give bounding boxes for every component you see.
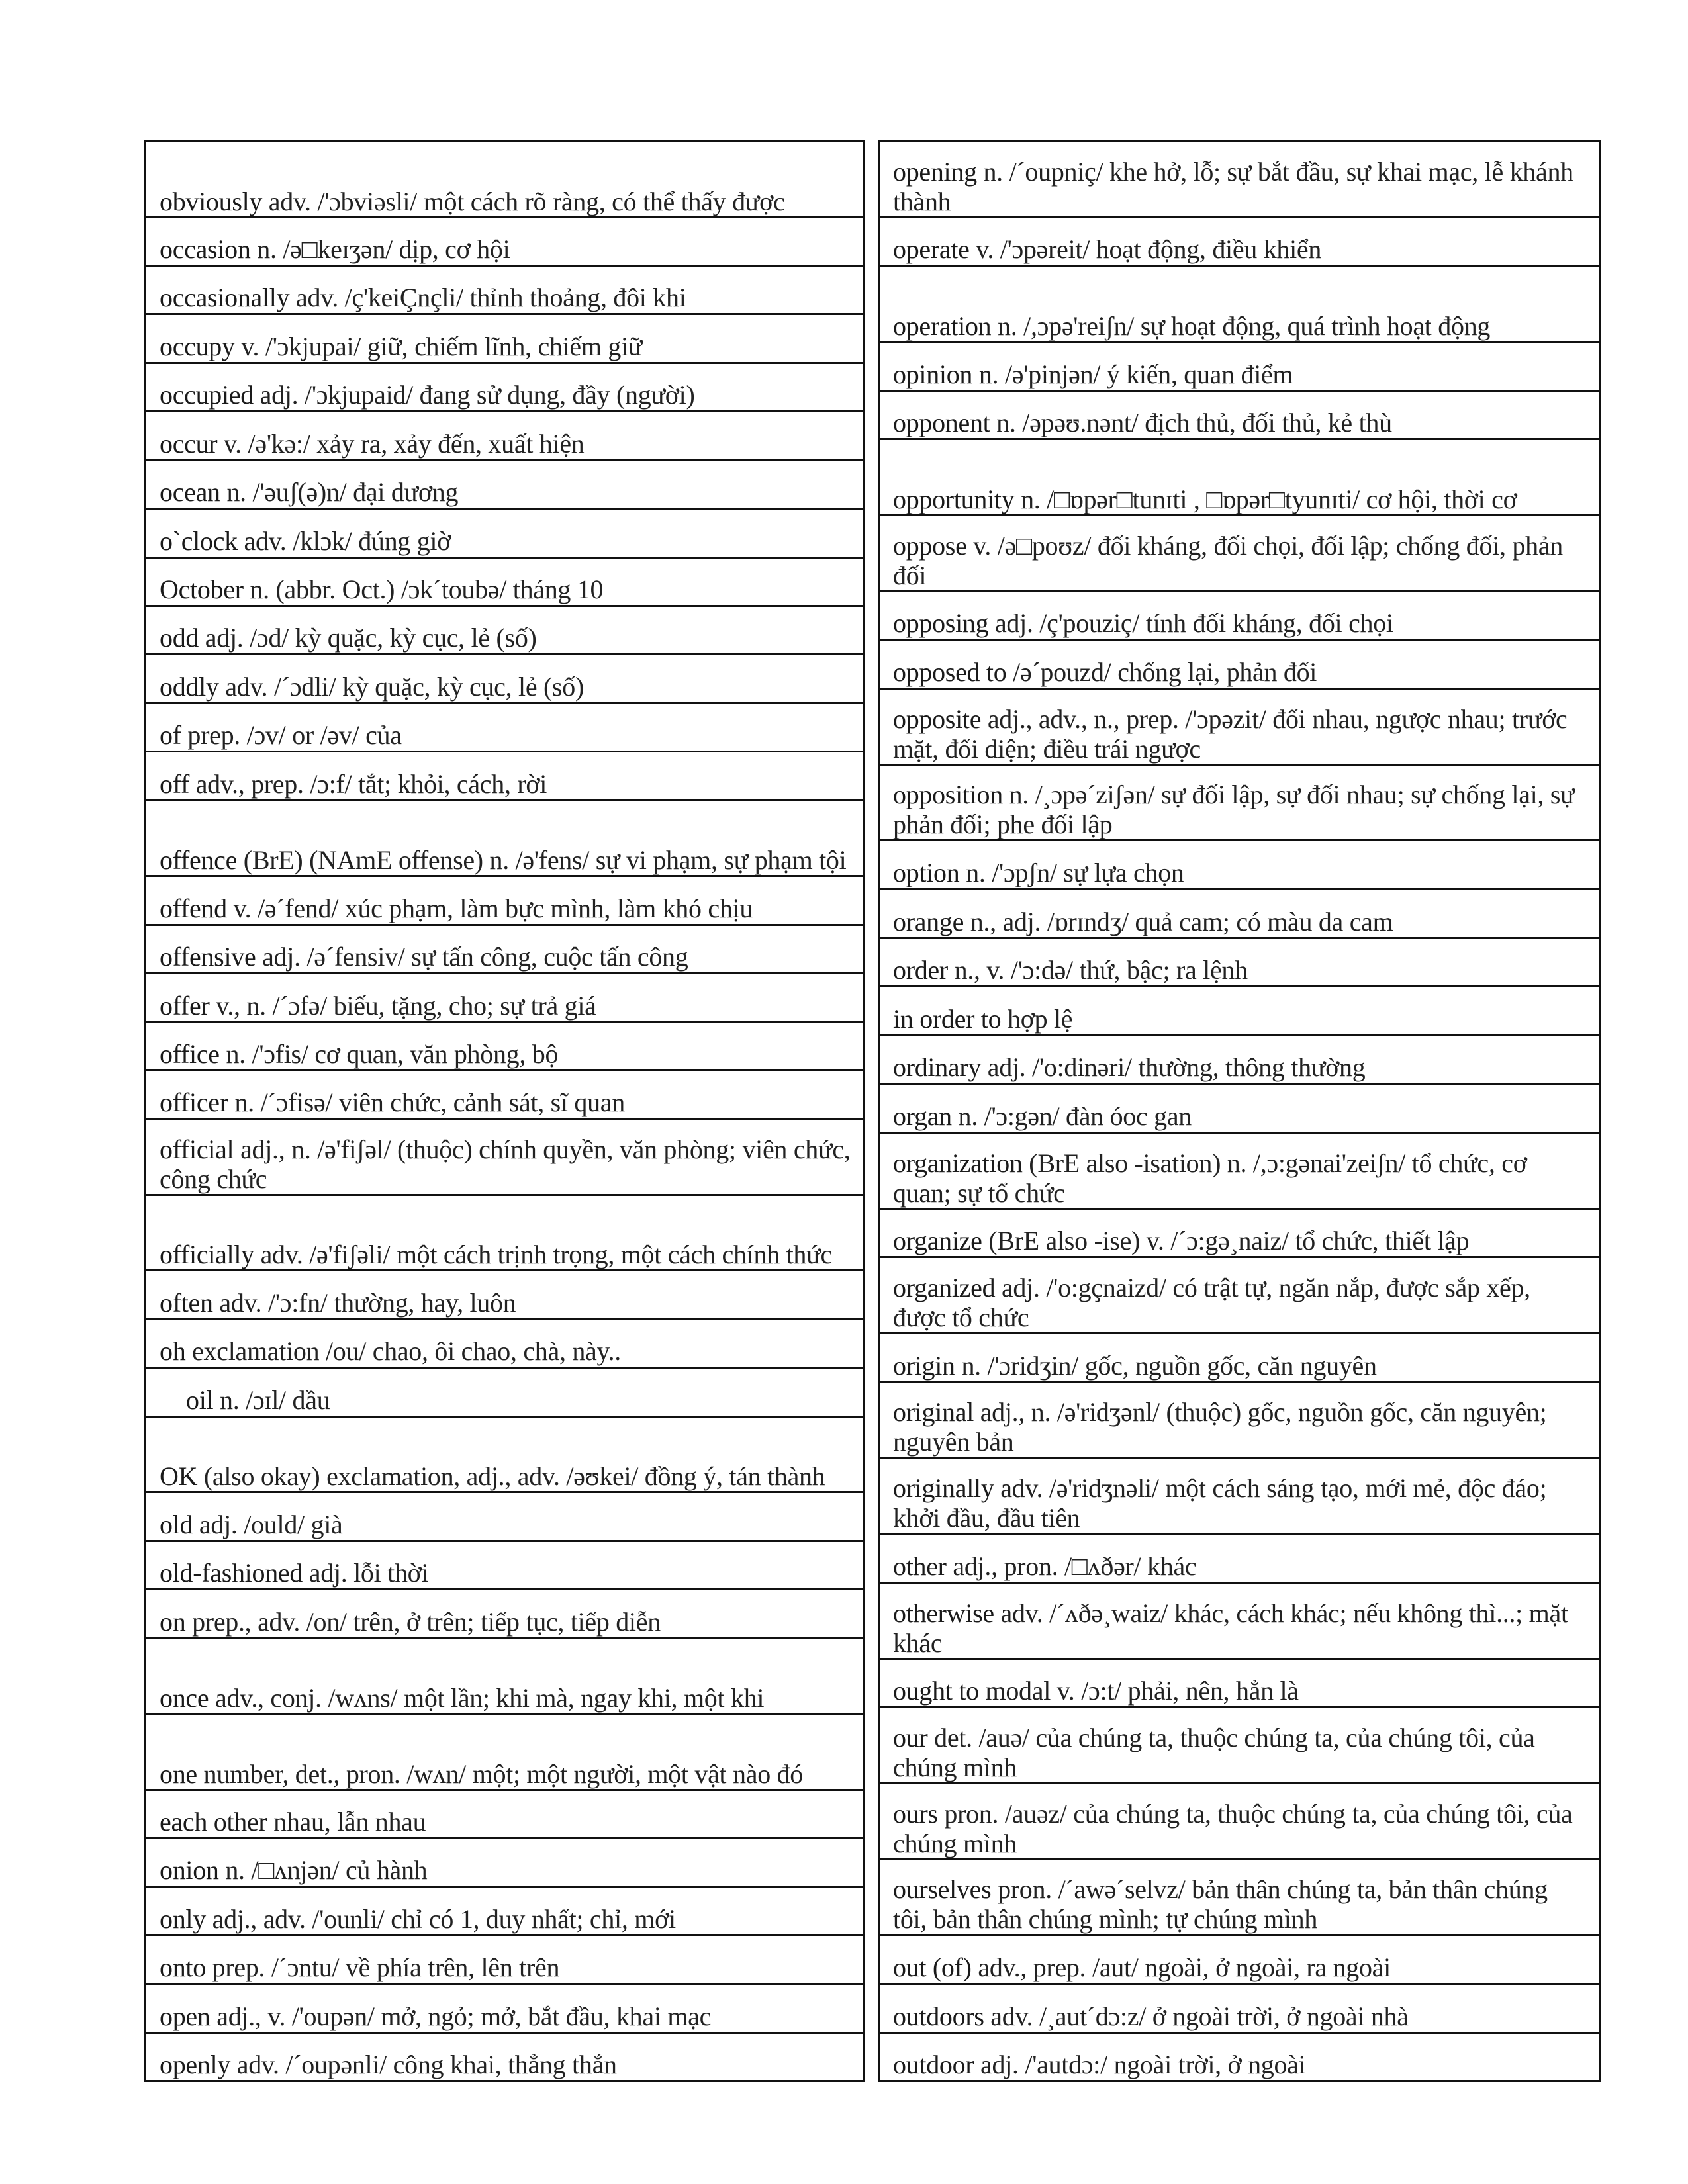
headword: often (160, 1287, 213, 1318)
definition: n., adj. /ɒrɪndʒ/ quả cam; có màu da cam (964, 906, 1393, 936)
headword: order (893, 955, 948, 985)
vocab-entry (146, 1789, 863, 1837)
vocab-entry (146, 1416, 863, 1492)
definition: adv. /klɔk/ đúng giờ (237, 525, 451, 556)
definition: pron. /´awə´selvz/ bản thân chúng ta, bản thân chúng tôi, bản thân chúng mình; tự chúng mình (893, 1874, 1548, 1934)
vocab-entry (146, 799, 863, 876)
definition: v. /ə□poʊz/ đối kháng, đối chọi, đối lập; chống đối, phản đối (893, 530, 1563, 590)
headword: organization (893, 1148, 1023, 1178)
entry-text (160, 282, 851, 313)
vocab-entry (146, 410, 863, 459)
vocab-entry (146, 1367, 863, 1415)
entry-text (160, 1952, 851, 1983)
definition: n. (abbr. Oct.) /ɔk´toubə/ tháng 10 (243, 574, 604, 604)
entry-text (160, 941, 851, 972)
headword: obviously (160, 186, 263, 216)
vocab-entry (880, 590, 1599, 639)
definition: adj. /ə´fensiv/ sự tấn công, cuộc tấn công (256, 942, 688, 972)
vocab-entry (146, 1194, 863, 1270)
vocab-entry (146, 875, 863, 923)
entry-text (893, 954, 1587, 985)
entry-text (160, 525, 851, 557)
vocab-entry (880, 2032, 1599, 2081)
definition: n. /'ɔ:gən/ đàn óoc gan (951, 1101, 1192, 1132)
definition: n. /´oupniç/ khe hở, lỗ; sự bắt đầu, sự khai mạc, lễ khánh thành (893, 156, 1573, 216)
headword: occupy (160, 331, 235, 361)
definition: adj., adv. /'ounli/ chỉ có 1, duy nhất; chỉ, mới (205, 1903, 676, 1934)
entry-text (893, 704, 1587, 764)
headword: outdoor (893, 2050, 974, 2080)
entry-text (893, 1003, 1587, 1034)
entry-text (893, 407, 1587, 438)
definition: (BrE also -isation) n. /,ɔ:gənai'zeiʃn/ tổ chức, cơ quan; sự tổ chức (893, 1148, 1527, 1208)
definition: prep. /ɔv/ or /əv/ của (181, 720, 402, 751)
vocab-entry (880, 514, 1599, 590)
vocab-entry (146, 557, 863, 605)
entry-text (160, 477, 851, 508)
entry-text (893, 1473, 1587, 1533)
entry-text (893, 2001, 1587, 2032)
definition: /ə´pouzd/ chống lại, phản đối (1006, 657, 1317, 687)
entry-text (160, 719, 851, 751)
vocab-entry (146, 751, 863, 799)
definition: adj., pron. /□ʌðər/ khác (946, 1551, 1197, 1581)
vocab-entry (880, 1256, 1599, 1332)
entry-text (160, 1557, 851, 1588)
headword: option (893, 858, 960, 888)
vocab-entry (146, 1491, 863, 1539)
headword: occasion (160, 234, 251, 264)
definition: adv. /´ɔdli/ kỳ quặc, kỳ cục, lẻ (số) (218, 671, 584, 702)
entry-text (893, 1397, 1587, 1457)
vocab-entry (146, 313, 863, 361)
vocab-entry (146, 216, 863, 265)
vocab-entry (146, 1269, 863, 1318)
headword: our (893, 1722, 928, 1752)
headword: onion (160, 1855, 219, 1886)
vocab-entry (880, 1782, 1599, 1858)
vocab-entry (880, 764, 1599, 840)
headword: occasionally (160, 283, 290, 313)
headword: opposed to (893, 657, 1007, 687)
definition: (BrE also -ise) v. /´ɔ:gə¸naiz/ tổ chức, thiết lập (982, 1226, 1470, 1256)
headword: of (160, 720, 181, 751)
headword: o`clock (160, 525, 238, 556)
entry-text (893, 311, 1587, 341)
definition: n. /□ɒpər□tunɪti , □ɒpər□tyunɪti/ cơ hội, thời cơ (1014, 484, 1517, 515)
entry-text (160, 234, 851, 265)
definition: prep. /´ɔntu/ về phía trên, lên trên (205, 1952, 560, 1983)
entry-text (893, 1148, 1587, 1208)
headword: oh (160, 1336, 186, 1367)
headword: October (160, 574, 244, 604)
entry-text (160, 428, 851, 459)
definition: n. /□ʌnjən/ củ hành (218, 1855, 428, 1886)
vocab-entry (880, 1858, 1599, 1934)
definition: adj. /ç'pouziç/ tính đối kháng, đối chọi (988, 608, 1393, 639)
vocab-entry (880, 1381, 1599, 1457)
entry-text (160, 1240, 851, 1269)
definition: adj. /'o:gçnaizd/ có trật tự, ngăn nắp, được sắp xếp, được tổ chức (893, 1273, 1530, 1333)
headword: off (160, 768, 190, 799)
entry-text (893, 1350, 1587, 1381)
vocab-entry (880, 216, 1599, 265)
entry-text (160, 1903, 851, 1934)
headword: other (893, 1551, 947, 1581)
definition: v. /ə'kə:/ xảy ra, xảy đến, xuất hiện (217, 428, 585, 459)
definition: adv., conj. /wʌns/ một lần; khi mà, ngay khi, một khi (209, 1683, 765, 1713)
entry-text (893, 608, 1587, 639)
vocab-entry (880, 1706, 1599, 1782)
entry-text (160, 990, 851, 1021)
definition: adv. /'ɔ:fn/ thường, hay, luôn (212, 1287, 516, 1318)
vocab-entry (880, 390, 1599, 439)
entry-text (160, 1336, 851, 1367)
headword: officially (160, 1240, 254, 1270)
headword: offensive (160, 942, 256, 972)
entry-text (893, 1952, 1587, 1983)
vocab-entry (880, 1533, 1599, 1582)
vocab-entry (880, 1083, 1599, 1132)
definition: adv. /¸aut´dɔ:z/ ở ngoài trời, ở ngoài nhà (984, 2001, 1409, 2031)
headword: once (160, 1683, 209, 1713)
definition: n. /'əuʃ(ə)n/ đại dương (220, 477, 459, 508)
headword: operation (893, 311, 992, 341)
entry-text (160, 187, 851, 216)
entry-text (893, 484, 1587, 514)
entry-text (160, 1683, 851, 1713)
definition: nhau, lẫn nhau (267, 1807, 426, 1837)
definition: modal v. /ɔ:t/ phải, nên, hẳn là (978, 1676, 1299, 1706)
headword: old-fashioned (160, 1558, 303, 1588)
vocab-entry (880, 438, 1599, 514)
entry-text (160, 1854, 851, 1886)
entry-text (893, 657, 1587, 688)
headword: old (160, 1509, 193, 1539)
vocab-entry (146, 1069, 863, 1118)
definition: adj. lỗi thời (303, 1558, 429, 1588)
headword: odd (160, 623, 199, 653)
vocab-entry (146, 1934, 863, 1983)
definition: v., n. /´ɔfə/ biếu, tặng, cho; sự trả giá (209, 990, 596, 1021)
definition: adv. /ə'ridʒnəli/ một cách sáng tạo, mới mẻ, độc đáo; khởi đầu, đầu tiên (893, 1473, 1547, 1533)
entry-text (160, 768, 851, 799)
entry-text (160, 1087, 851, 1118)
definition: adv., prep. /ɔ:f/ tắt; khỏi, cách, rời (189, 768, 547, 799)
entry-text (893, 1101, 1587, 1132)
entry-text (893, 234, 1587, 265)
vocab-entry (880, 1332, 1599, 1381)
entry-text (160, 845, 851, 875)
definition: adv. /ç'keiÇnçli/ thỉnh thoảng, đôi khi (289, 283, 686, 313)
definition: n., v. /'ɔ:də/ thứ, bậc; ra lệnh (947, 955, 1248, 985)
entry-text (893, 1675, 1587, 1706)
entry-text (160, 2049, 851, 2080)
entry-text (160, 1038, 851, 1069)
right-column (878, 140, 1601, 2082)
entry-text (160, 1509, 851, 1540)
entry-text (893, 1874, 1587, 1934)
vocab-entry (880, 937, 1599, 986)
entry-text (893, 1052, 1587, 1083)
definition: adj., adv., n., prep. /'ɔpəzit/ đối nhau, ngược nhau; trước mặt, đối diện; điều trái ngược (893, 704, 1568, 764)
headword: opportunity (893, 484, 1015, 515)
definition: n. /´ɔfisə/ viên chức, cảnh sát, sĩ quan (228, 1087, 625, 1118)
vocab-entry (880, 1457, 1599, 1533)
definition: exclamation /ou/ chao, ôi chao, chà, này.. (185, 1336, 621, 1367)
definition: v. /'ɔpəreit/ hoạt động, điều khiển (969, 234, 1322, 265)
vocab-entry (880, 1208, 1599, 1257)
entry-text (893, 2049, 1587, 2080)
definition: adj. /'ɔkjupaid/ đang sử dụng, đầy (người) (253, 380, 695, 410)
headword: orange (893, 906, 964, 936)
definition: n. /ə□keɪʒən/ dịp, cơ hội (250, 234, 510, 264)
entry-text (893, 906, 1587, 937)
vocab-entry (146, 702, 863, 751)
left-column (144, 140, 865, 2082)
vocab-entry (146, 1886, 863, 1934)
entry-text (160, 1806, 851, 1837)
entry-text (893, 1799, 1587, 1858)
vocab-entry (880, 1983, 1599, 2032)
definition: prep., adv. /on/ trên, ở trên; tiếp tục, tiếp diễn (185, 1606, 661, 1637)
definition: pron. /auəz/ của chúng ta, thuộc chúng ta, của chúng tôi, của chúng mình (893, 1798, 1573, 1858)
definition: hợp lệ (1001, 1003, 1073, 1034)
headword: ordinary (893, 1052, 982, 1083)
vocab-entry (146, 1713, 863, 1789)
entry-text (893, 359, 1587, 390)
headword: ocean (160, 477, 220, 508)
entry-text (893, 157, 1587, 216)
definition: adv. /ə'fiʃəli/ một cách trịnh trọng, một cách chính thức (254, 1240, 832, 1270)
definition: adv., prep. /aut/ ngoài, ở ngoài, ra ngoài (971, 1952, 1391, 1982)
definition: adv. /´oupənli/ công khai, thẳng thắn (230, 2050, 617, 2080)
entry-text (160, 1385, 851, 1416)
entry-text (893, 531, 1587, 590)
headword: opponent (893, 408, 990, 438)
definition: (also okay) exclamation, adj., adv. /əʊkei/ đồng ý, tán thành (197, 1461, 825, 1492)
headword: originally (893, 1473, 994, 1504)
entry-text (160, 2001, 851, 2032)
vocab-entry (880, 985, 1599, 1034)
headword: only (160, 1903, 206, 1934)
definition: adj. /'autdɔ:/ ngoài trời, ở ngoài (974, 2050, 1306, 2080)
entry-text (160, 622, 851, 653)
vocab-entry (880, 639, 1599, 688)
vocab-entry (880, 888, 1599, 937)
definition: n. /əpəʊ.nənt/ địch thủ, đối thủ, kẻ thù (990, 408, 1392, 438)
vocab-entry (880, 265, 1599, 341)
vocab-entry (146, 508, 863, 556)
definition: v. /ə´fend/ xúc phạm, làm bực mình, làm khó chịu (226, 893, 753, 923)
headword: openly (160, 2050, 231, 2080)
definition: adv. /'ɔbviəsli/ một cách rõ ràng, có thể thấy được (262, 186, 785, 216)
vocab-entry (880, 1934, 1599, 1983)
definition: v. /'ɔkjupai/ giữ, chiếm lĩnh, chiếm giữ (234, 331, 643, 361)
headword: officer (160, 1087, 228, 1118)
headword: out (of) (893, 1952, 972, 1982)
headword: official (160, 1134, 234, 1164)
vocab-entry (146, 924, 863, 972)
headword: office (160, 1039, 220, 1069)
headword: opposing (893, 608, 989, 639)
entry-text (160, 893, 851, 924)
definition: n. /¸ɔpə´ziʃən/ sự đối lập, sự đối nhau; sự chống lại, sự phản đối; phe đối lập (893, 780, 1575, 840)
entry-text (160, 1759, 851, 1789)
vocab-entry (880, 142, 1599, 216)
headword: otherwise (893, 1598, 994, 1628)
headword: ought to (893, 1676, 979, 1706)
headword: oppose (893, 530, 967, 561)
entry-text (893, 1273, 1587, 1332)
definition: det. /auə/ của chúng ta, thuộc chúng ta, của chúng tôi, của chúng mình (893, 1722, 1535, 1782)
definition: n. /,ɔpə'reiʃn/ sự hoạt động, quá trình hoạt động (991, 311, 1491, 341)
definition: adj. /'o:dinəri/ thường, thông thường (981, 1052, 1366, 1083)
vocab-entry (880, 1034, 1599, 1083)
headword: offend (160, 893, 227, 923)
vocab-entry (146, 605, 863, 653)
headword: ourselves (893, 1874, 992, 1905)
definition: adv. /´ʌðə¸waiz/ khác, cách khác; nếu không thì...; mặt khác (893, 1598, 1568, 1658)
vocab-entry (880, 1132, 1599, 1208)
headword: oil (186, 1385, 214, 1415)
entry-text (160, 331, 851, 362)
entry-text (893, 1723, 1587, 1782)
entry-text (160, 379, 851, 410)
vocab-entry (146, 142, 863, 216)
definition: adj. /ould/ già (193, 1509, 343, 1539)
entry-text (160, 1606, 851, 1637)
definition: n. /ɔɪl/ dầu (213, 1385, 330, 1415)
definition: n. /'ɔfis/ cơ quan, văn phòng, bộ (219, 1039, 559, 1069)
vocab-entry (146, 1540, 863, 1588)
vocab-entry (880, 688, 1599, 764)
vocab-entry (146, 1118, 863, 1194)
entry-text (160, 574, 851, 605)
headword: ours (893, 1798, 938, 1829)
definition: number, det., pron. /wʌn/ một; một người, một vật nào đó (197, 1758, 804, 1789)
vocab-entry (146, 1837, 863, 1886)
headword: opening (893, 156, 977, 187)
vocab-entry (880, 1658, 1599, 1707)
vocab-entry (146, 1637, 863, 1713)
headword: on (160, 1606, 186, 1637)
entry-text (893, 780, 1587, 839)
vocab-entry (146, 1588, 863, 1637)
entry-text (893, 1598, 1587, 1658)
headword: onto (160, 1952, 206, 1983)
vocab-entry (146, 1021, 863, 1069)
vocab-entry (146, 972, 863, 1021)
vocab-entry (880, 341, 1599, 390)
headword: offer (160, 990, 210, 1021)
headword: occupied (160, 380, 254, 410)
entry-text (893, 1225, 1587, 1256)
headword: offence (160, 845, 238, 876)
headword: organize (893, 1226, 982, 1256)
entry-text (893, 857, 1587, 888)
entry-text (893, 1551, 1587, 1582)
definition: adj., n. /ə'fiʃəl/ (thuộc) chính quyền, văn phòng; viên chức, công chức (160, 1134, 851, 1194)
entry-text (160, 1461, 851, 1491)
headword: outdoors (893, 2001, 984, 2031)
headword: each other (160, 1807, 267, 1837)
headword: opposite (893, 704, 982, 734)
headword: one (160, 1758, 197, 1789)
vocab-entry (146, 459, 863, 508)
headword: opinion (893, 359, 973, 389)
headword: operate (893, 234, 970, 265)
vocab-entry (146, 653, 863, 702)
headword: oddly (160, 671, 219, 702)
definition: adj., v. /'oupən/ mở, ngỏ; mở, bắt đầu, khai mạc (210, 2001, 712, 2031)
definition: n. /ə'pinjən/ ý kiến, quan điểm (972, 359, 1293, 389)
vocab-entry (146, 1983, 863, 2031)
vocab-entry (146, 362, 863, 410)
headword: organized (893, 1273, 996, 1303)
headword: OK (160, 1461, 198, 1492)
headword: open (160, 2001, 211, 2031)
definition: adj., n. /ə'ridʒənl/ (thuộc) gốc, nguồn gốc, căn nguyên; nguyên bản (893, 1397, 1547, 1457)
vocab-entry (146, 2032, 863, 2080)
vocab-entry (880, 839, 1599, 888)
definition: adj. /ɔd/ kỳ quặc, kỳ cục, lẻ (số) (199, 623, 537, 653)
headword: in order to (893, 1003, 1002, 1034)
vocab-entry (880, 1582, 1599, 1658)
entry-text (160, 1134, 851, 1194)
entry-text (160, 1287, 851, 1318)
definition: n. /'ɔpʃn/ sự lựa chọn (959, 858, 1184, 888)
headword: occur (160, 428, 218, 459)
definition: (BrE) (NAmE offense) n. /ə'fens/ sự vi phạm, sự phạm tội (237, 845, 847, 876)
headword: original (893, 1397, 974, 1428)
definition: n. /'ɔridʒin/ gốc, nguồn gốc, căn nguyên (955, 1350, 1377, 1381)
entry-text (160, 671, 851, 702)
headword: origin (893, 1350, 955, 1381)
vocab-entry (146, 265, 863, 313)
headword: organ (893, 1101, 952, 1132)
vocab-entry (146, 1318, 863, 1367)
headword: opposition (893, 780, 1003, 810)
